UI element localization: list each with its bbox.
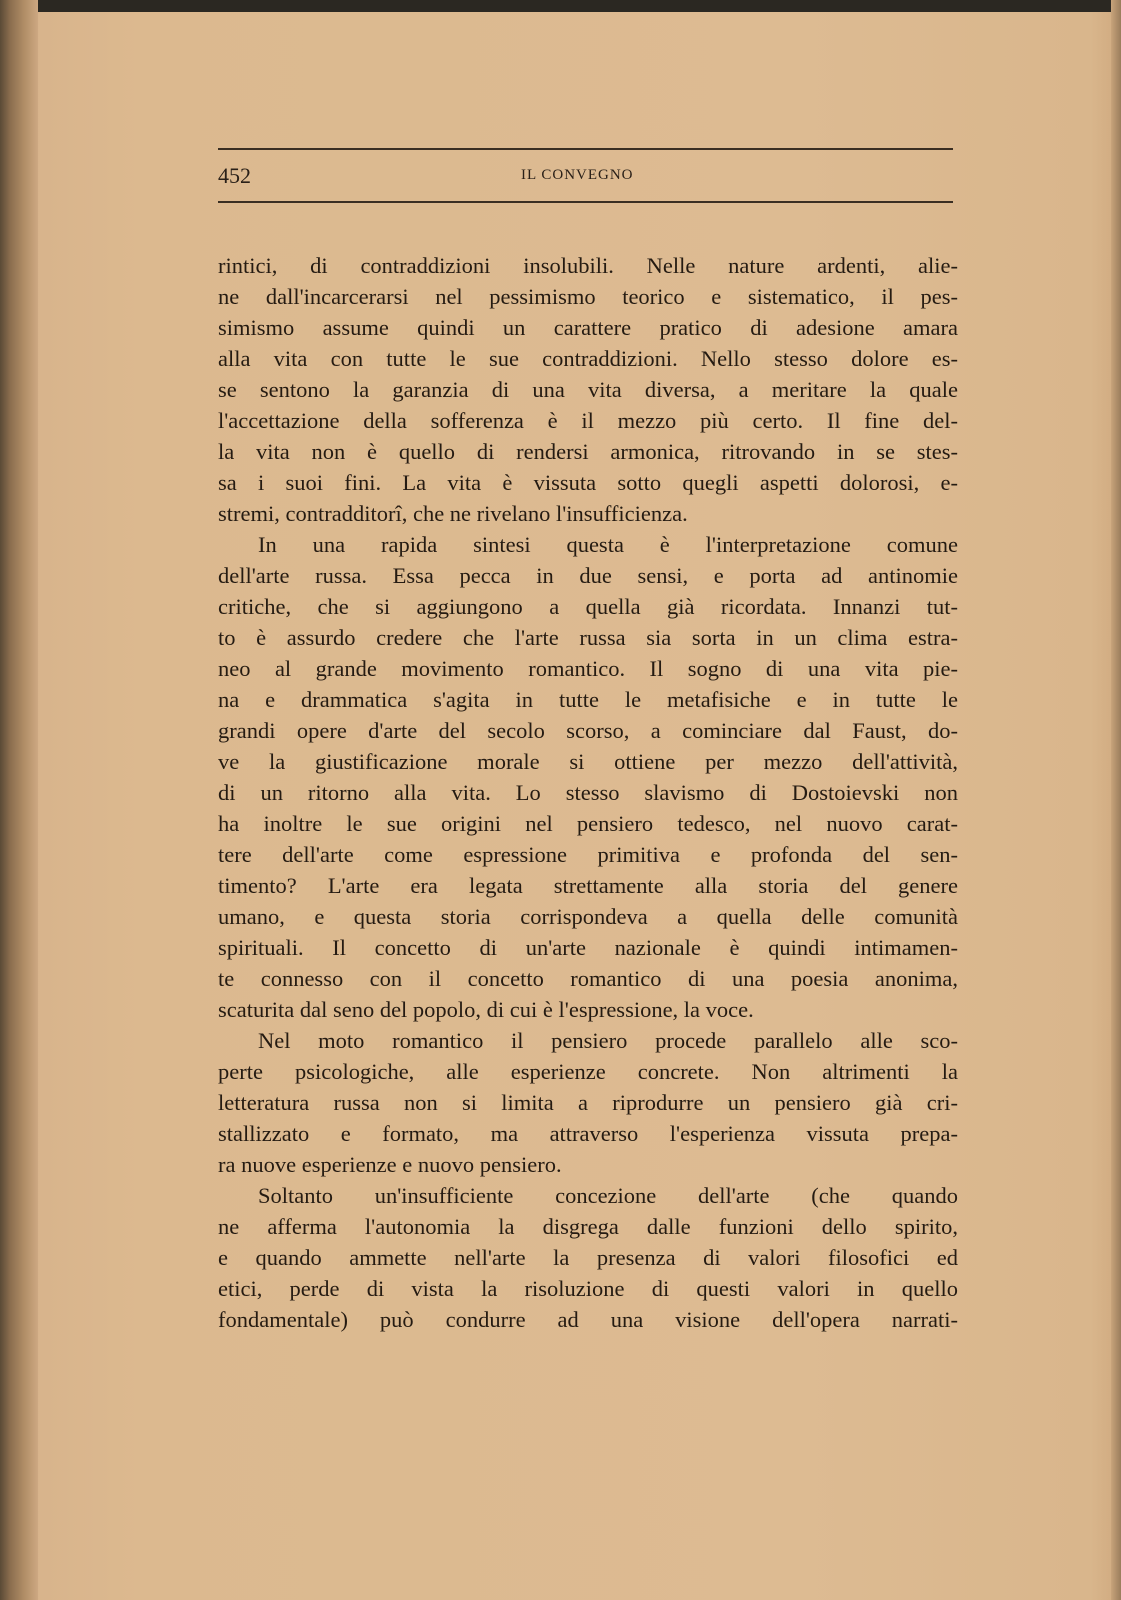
text-line: timento? L'arte era legata strettamente alla storia del genere [218, 873, 958, 898]
text-line: Nel moto romantico il pensiero procede parallelo alle sco- [258, 1028, 958, 1053]
text-line: te connesso con il concetto romantico di una poesia anonima, [218, 966, 958, 991]
page-top-edge [0, 0, 1121, 12]
text-line: ve la giustificazione morale si ottiene per mezzo dell'attività, [218, 749, 958, 774]
text-line: ra nuove esperienze e nuovo pensiero. [218, 1152, 562, 1177]
text-line: umano, e questa storia corrispondeva a quella delle comunità [218, 904, 958, 929]
text-line: scaturita dal seno del popolo, di cui è l'espressione, la voce. [218, 997, 754, 1022]
text-line: e quando ammette nell'arte la presenza di valori filosofici ed [218, 1245, 958, 1270]
header-rule-top [218, 148, 953, 150]
text-line: dell'arte russa. Essa pecca in due sensi, e porta ad antinomie [218, 563, 958, 588]
text-line: tere dell'arte come espressione primitiva e profonda del sen- [218, 842, 958, 867]
text-line: simismo assume quindi un carattere pratico di adesione amara [218, 315, 958, 340]
paragraph [218, 529, 958, 1025]
text-line: stremi, contradditorî, che ne rivelano l'insufficienza. [218, 501, 688, 526]
text-line: neo al grande movimento romantico. Il sogno di una vita pie- [218, 656, 958, 681]
running-title: IL CONVEGNO [521, 167, 634, 183]
text-line: ha inoltre le sue origini nel pensiero tedesco, nel nuovo carat- [218, 811, 958, 836]
page-right-edge [1111, 0, 1121, 1600]
book-binding [0, 0, 38, 1600]
text-line: ne afferma l'autonomia la disgrega dalle funzioni dello spirito, [218, 1214, 958, 1239]
text-line: ne dall'incarcerarsi nel pessimismo teorico e sistematico, il pes- [218, 284, 958, 309]
text-line: la vita non è quello di rendersi armonica, ritrovando in se stes- [218, 439, 958, 464]
text-line: na e drammatica s'agita in tutte le metafisiche e in tutte le [218, 687, 958, 712]
header-rule-bottom [218, 201, 953, 203]
paragraph [218, 1180, 958, 1335]
text-line: l'accettazione della sofferenza è il mezzo più certo. Il fine del- [218, 408, 958, 433]
text-line: critiche, che si aggiungono a quella già ricordata. Innanzi tut- [218, 594, 958, 619]
text-line: spirituali. Il concetto di un'arte nazionale è quindi intimamen- [218, 935, 958, 960]
text-line: grandi opere d'arte del secolo scorso, a cominciare dal Faust, do- [218, 718, 958, 743]
text-line: perte psicologiche, alle esperienze concrete. Non altrimenti la [218, 1059, 958, 1084]
text-line: di un ritorno alla vita. Lo stesso slavismo di Dostoievski non [218, 780, 958, 805]
text-line: fondamentale) può condurre ad una visione dell'opera narrati- [218, 1307, 958, 1332]
paragraph [218, 250, 958, 529]
body-text [218, 250, 958, 1335]
text-line: sa i suoi fini. La vita è vissuta sotto quegli aspetti dolorosi, e- [218, 470, 958, 495]
text-line: Soltanto un'insufficiente concezione dell'arte (che quando [258, 1183, 958, 1208]
text-line: rintici, di contraddizioni insolubili. Nelle nature ardenti, alie- [218, 253, 958, 278]
text-line: letteratura russa non si limita a riprodurre un pensiero già cri- [218, 1090, 958, 1115]
paragraph [218, 1025, 958, 1180]
text-line: In una rapida sintesi questa è l'interpretazione comune [258, 532, 958, 557]
text-line: se sentono la garanzia di una vita diversa, a meritare la quale [218, 377, 958, 402]
page-header [218, 148, 953, 204]
page-number: 452 [218, 163, 251, 188]
text-line: to è assurdo credere che l'arte russa sia sorta in un clima estra- [218, 625, 958, 650]
text-line: stallizzato e formato, ma attraverso l'esperienza vissuta prepa- [218, 1121, 958, 1146]
text-line: alla vita con tutte le sue contraddizioni. Nello stesso dolore es- [218, 346, 958, 371]
text-line: etici, perde di vista la risoluzione di questi valori in quello [218, 1276, 958, 1301]
